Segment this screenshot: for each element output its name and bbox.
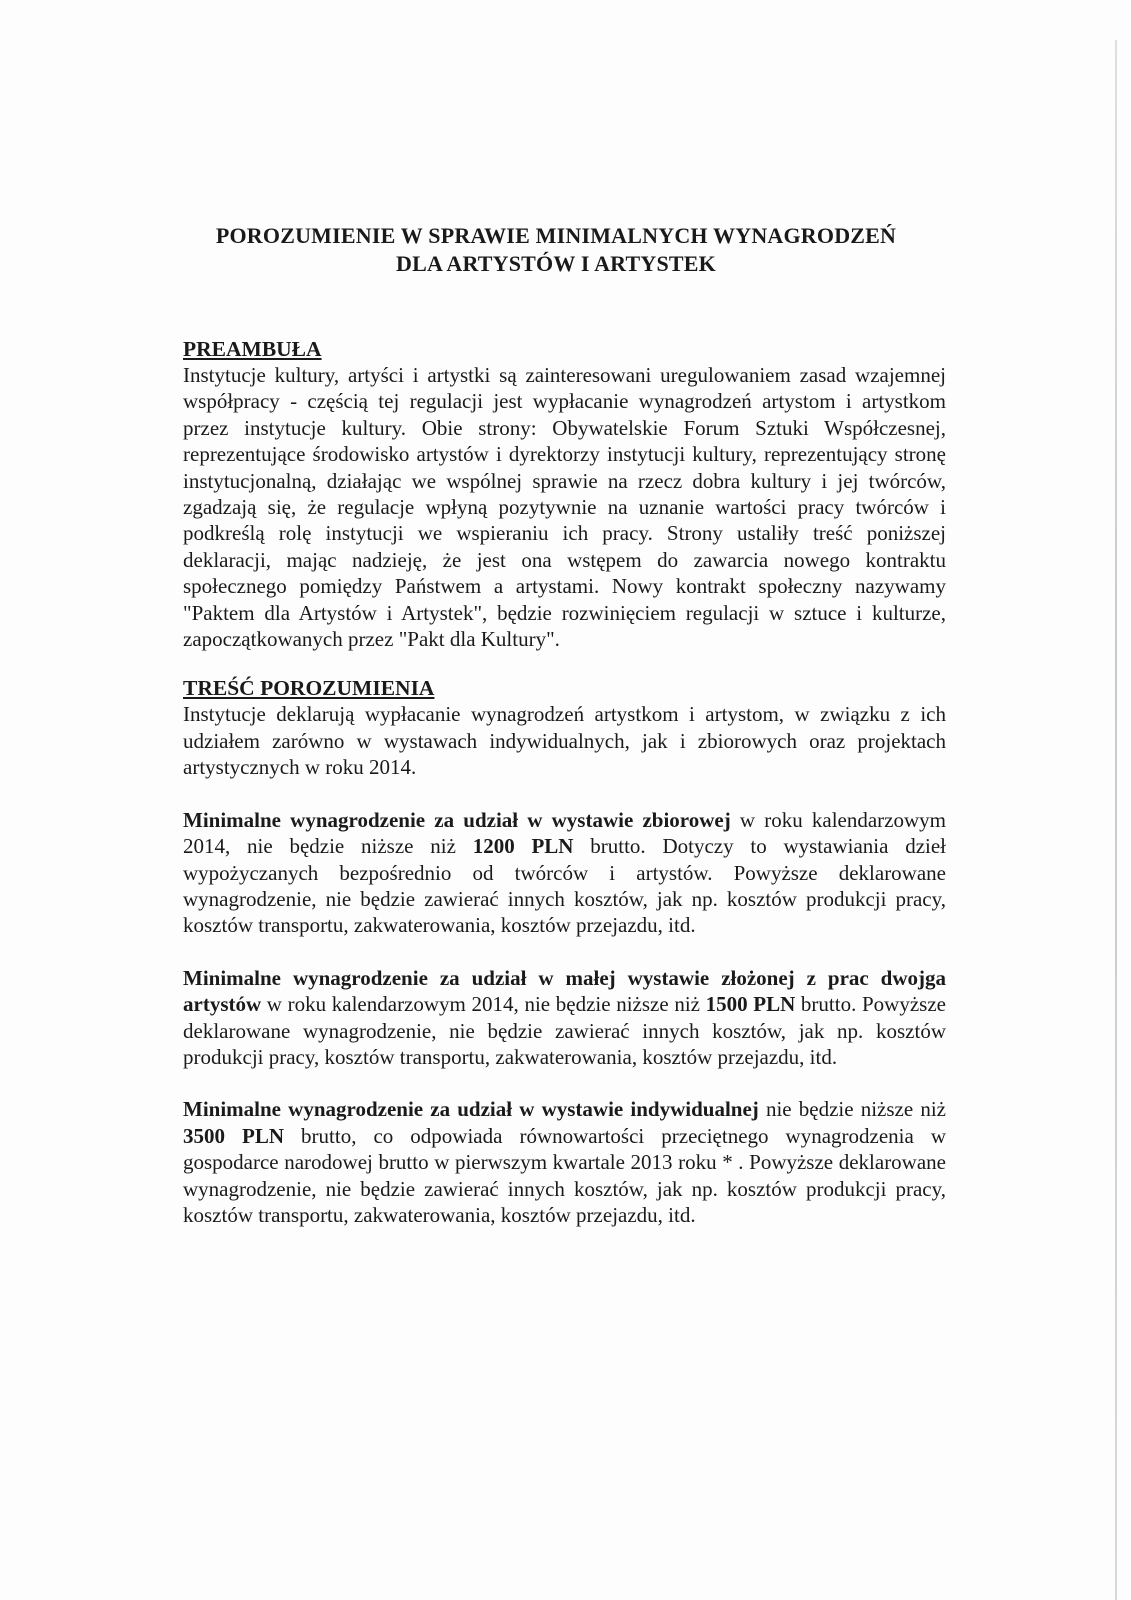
document-body (183, 336, 946, 1228)
preambula-heading: PREAMBUŁA (183, 337, 322, 361)
section-zbiorowa-amount: 1200 PLN (472, 834, 574, 859)
section-indywidualna-text2: brutto, co odpowiada równowartości przeciętnego wynagrodzenia w gospodarce narodowej brutto w pierwszym kwartale 2013 roku * . Powyższe deklarowane wynagrodzenie, nie będzie zawierać innych kosztów, jak np. kosztów produkcji pracy, kosztów transportu, zakwaterowania, kosztów przejazdu, itd. (183, 1123, 946, 1227)
section-mala-amount: 1500 PLN (705, 992, 796, 1017)
preambula-paragraph: Instytucje kultury, artyści i artystki są zainteresowani uregulowaniem zasad wzajemnej współpracy - częścią tej regulacji jest wypłacanie wynagrodzeń artystom i artystkom przez instytucje kultury. Obie strony: Obywatelskie Forum Sztuki Współczesnej, reprezentujące środowisko artystów i dyrektorzy instytucji kultury, reprezentujący stronę instytucjonalną, działając we wspólnej sprawie na rzecz dobra kultury i jej twórców, zgadzają się, że regulacje wpłyną pozytywnie na uznanie wartości pracy twórców i podkreślą rolę instytucji we wspieraniu ich pracy. Strony ustaliły treść poniższej deklaracji, mając nadzieję, że jest ona wstępem do zawarcia nowego kontraktu społecznego pomiędzy Państwem a artystami. Nowy kontrakt społeczny nazywamy "Paktem dla Artystów i Artystek", będzie rozwinięciem regulacji w sztuce i kulturze, zapoczątkowanych przez "Pakt dla Kultury". (183, 363, 946, 652)
section-zbiorowa-lead: Minimalne wynagrodzenie za udział w wystawie zbiorowej (183, 807, 731, 832)
tresc-paragraph: Instytucje deklarują wypłacanie wynagrodzeń artystkom i artystom, w związku z ich udziałem zarówno w wystawach indywidualnych, jak i zbiorowych oraz projektach artystycznych w roku 2014. (183, 702, 946, 780)
section-zbiorowa-text2: brutto. Dotyczy to wystawiania dzieł wypożyczanych bezpośrednio od twórców i artystów. Powyższe deklarowane wynagrodzenie, nie będzie zawierać innych kosztów, jak np. kosztów produkcji pracy, kosztów transportu, zakwaterowania, kosztów przejazdu, itd. (183, 834, 947, 938)
section-indywidualna-amount: 3500 PLN (183, 1123, 285, 1148)
section-mala-lead: Minimalne wynagrodzenie za udział w małej wystawie złożonej z prac dwojga artystów (183, 965, 946, 1017)
section-mala-paragraph (183, 965, 946, 1071)
tresc-heading: TREŚĆ POROZUMIENIA (183, 676, 435, 701)
section-zbiorowa-text1: w roku kalendarzowym 2014, nie będzie niższe niż (183, 807, 946, 859)
section-indywidualna-paragraph (183, 1096, 946, 1228)
title-line-1: POROZUMIENIE W SPRAWIE MINIMALNYCH WYNAGRODZEŃ (215, 223, 897, 248)
scan-edge-line (1115, 40, 1117, 1600)
document-title (150, 222, 962, 278)
section-mala-text2: brutto. Powyższe deklarowane wynagrodzenie, nie będzie zawierać innych kosztów, jak np. kosztów produkcji pracy, kosztów transportu, zakwaterowania, kosztów przejazdu, itd. (183, 992, 946, 1069)
section-indywidualna-text1: nie będzie niższe niż (758, 1097, 947, 1122)
section-zbiorowa-paragraph (183, 807, 946, 939)
section-indywidualna-lead: Minimalne wynagrodzenie za udział w wystawie indywidualnej (183, 1097, 759, 1122)
title-line-2: DLA ARTYSTÓW I ARTYSTEK (396, 251, 716, 276)
section-mala-text1: w roku kalendarzowym 2014, nie będzie niższe niż (261, 992, 706, 1017)
